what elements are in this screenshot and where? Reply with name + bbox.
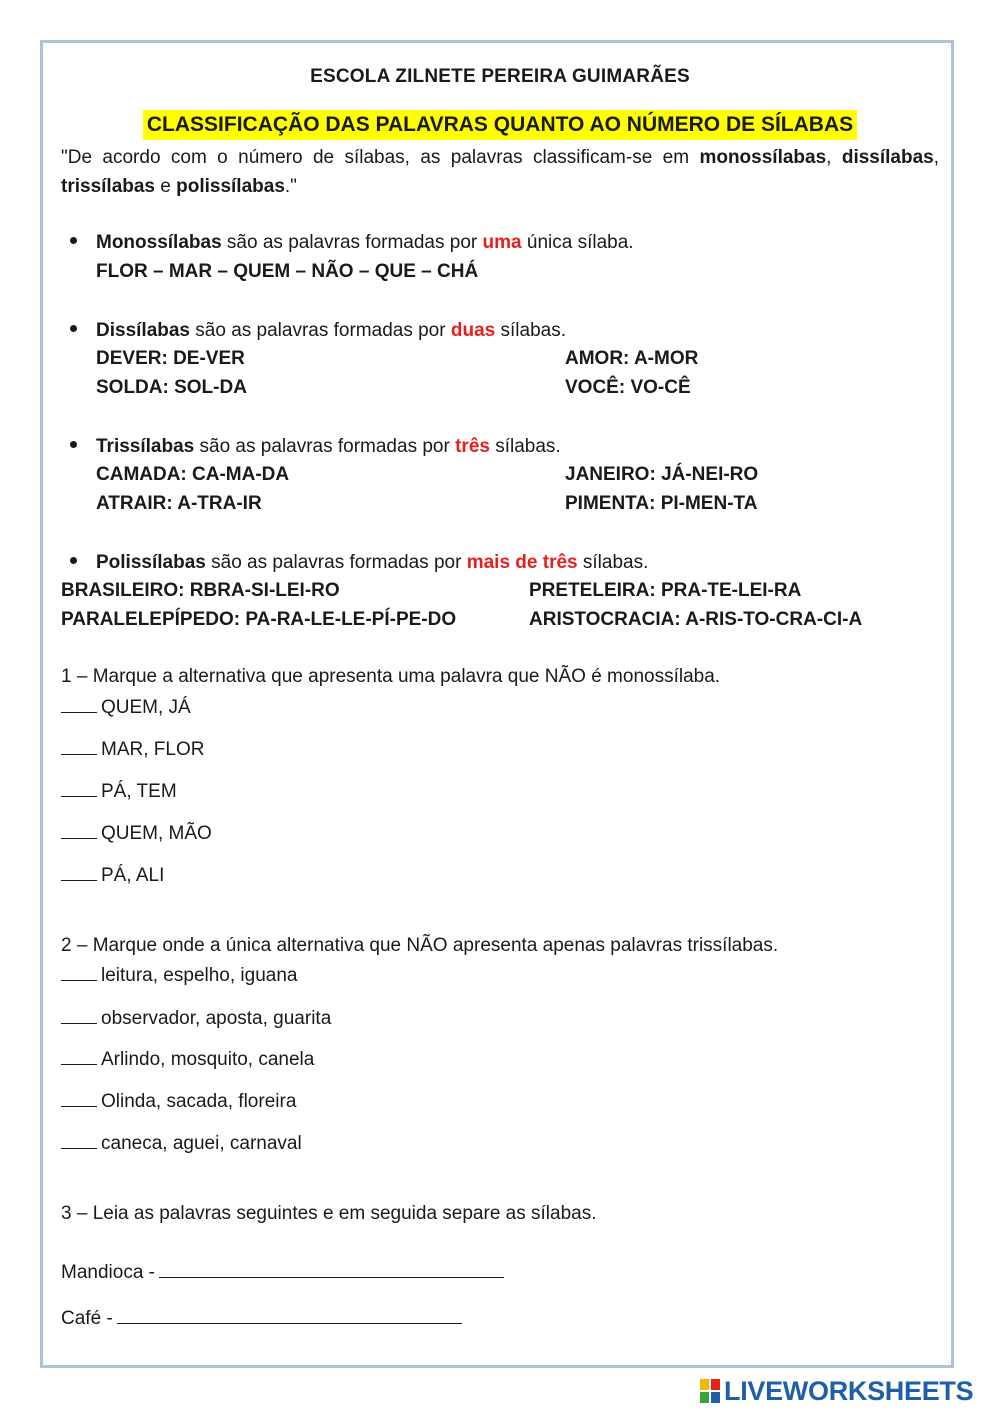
di-example-3: SOLDA: SOL-DA <box>96 377 247 398</box>
mono-pre: são as palavras formadas por <box>221 232 483 253</box>
poli-definition <box>70 549 648 577</box>
answer-blank[interactable] <box>61 734 97 755</box>
q1-option-5[interactable] <box>61 860 164 890</box>
q2-option-2[interactable] <box>61 1003 331 1033</box>
question-2-prompt: 2 – Marque onde a única alternativa que NÃO apresenta apenas palavras trissílabas. <box>61 935 779 956</box>
di-example-2: AMOR: A-MOR <box>565 348 699 369</box>
intro-term-tri: trissílabas <box>61 176 155 197</box>
intro-term-mono: monossílabas <box>699 147 827 168</box>
di-post: sílabas. <box>495 320 566 341</box>
intro-text-5: ." <box>284 176 297 197</box>
q3-answer-line-1[interactable] <box>159 1257 504 1278</box>
answer-blank[interactable] <box>61 1044 97 1065</box>
liveworksheets-logo[interactable] <box>700 1376 973 1406</box>
q1-option-2[interactable] <box>61 734 204 764</box>
intro-term-poli: polissílabas <box>176 176 285 197</box>
mono-count: uma <box>482 232 522 253</box>
q3-answer-line-2[interactable] <box>117 1303 462 1324</box>
answer-blank[interactable] <box>61 776 97 797</box>
answer-blank[interactable] <box>61 1003 97 1024</box>
bullet-icon <box>70 441 77 448</box>
intro-paragraph <box>61 143 939 201</box>
poli-count: mais de três <box>466 552 578 573</box>
intro-text-4: e <box>155 176 177 197</box>
q2-option-3[interactable] <box>61 1044 314 1074</box>
poli-post: sílabas. <box>577 552 649 573</box>
option-label: Arlindo, mosquito, canela <box>101 1049 315 1070</box>
question-3-prompt: 3 – Leia as palavras seguintes e em seguida separe as sílabas. <box>61 1203 597 1224</box>
q2-option-4[interactable] <box>61 1086 296 1116</box>
tri-example-1: CAMADA: CA-MA-DA <box>96 464 290 485</box>
tri-count: três <box>455 436 490 457</box>
logo-text: LIVEWORKSHEETS <box>724 1375 974 1406</box>
tri-example-2: JANEIRO: JÁ-NEI-RO <box>565 464 759 485</box>
bullet-icon <box>70 325 77 332</box>
q1-option-4[interactable] <box>61 818 212 848</box>
option-label: observador, aposta, guarita <box>101 1008 332 1029</box>
answer-blank[interactable] <box>61 960 97 981</box>
tri-pre: são as palavras formadas por <box>194 436 456 457</box>
q2-option-1[interactable] <box>61 960 297 990</box>
option-label: Olinda, sacada, floreira <box>101 1091 297 1112</box>
intro-text-2: , <box>826 147 842 168</box>
di-pre: são as palavras formadas por <box>190 320 451 341</box>
answer-blank[interactable] <box>61 860 97 881</box>
tri-post: sílabas. <box>489 436 561 457</box>
mono-post: única sílaba. <box>521 232 634 253</box>
intro-term-di: dissílabas <box>841 147 934 168</box>
q1-option-1[interactable] <box>61 692 191 722</box>
bullet-icon <box>70 557 77 564</box>
di-example-4: VOCÊ: VO-CÊ <box>565 377 691 398</box>
poli-example-1: BRASILEIRO: RBRA-SI-LEI-RO <box>61 580 340 601</box>
mono-definition <box>70 229 634 257</box>
poli-example-3: PARALELEPÍPEDO: PA-RA-LE-LE-PÍ-PE-DO <box>61 609 457 630</box>
poli-pre: são as palavras formadas por <box>205 552 467 573</box>
q3-cafe-row <box>61 1303 462 1333</box>
subtitle-wrap <box>0 110 1000 140</box>
poli-example-2: PRETELEIRA: PRA-TE-LEI-RA <box>529 580 802 601</box>
option-label: PÁ, ALI <box>101 865 165 886</box>
option-label: caneca, aguei, carnaval <box>101 1133 302 1154</box>
di-example-1: DEVER: DE-VER <box>96 348 245 369</box>
q3-word-2: Café - <box>61 1308 113 1329</box>
q2-option-5[interactable] <box>61 1128 302 1158</box>
logo-icon <box>700 1378 722 1404</box>
mono-term: Monossílabas <box>96 232 222 253</box>
option-label: QUEM, MÃO <box>101 823 212 844</box>
answer-blank[interactable] <box>61 818 97 839</box>
option-label: QUEM, JÁ <box>101 697 191 718</box>
answer-blank[interactable] <box>61 1086 97 1107</box>
mono-examples: FLOR – MAR – QUEM – NÃO – QUE – CHÁ <box>96 261 479 282</box>
tri-example-3: ATRAIR: A-TRA-IR <box>96 493 262 514</box>
option-label: leitura, espelho, iguana <box>101 965 298 986</box>
answer-blank[interactable] <box>61 1128 97 1149</box>
tri-example-4: PIMENTA: PI-MEN-TA <box>565 493 758 514</box>
di-definition <box>70 317 566 345</box>
di-term: Dissílabas <box>96 320 190 341</box>
q3-mandioca-row <box>61 1257 504 1287</box>
option-label: PÁ, TEM <box>101 781 177 802</box>
question-1-prompt: 1 – Marque a alternativa que apresenta uma palavra que NÃO é monossílaba. <box>61 666 721 687</box>
tri-definition <box>70 433 561 461</box>
option-label: MAR, FLOR <box>101 739 205 760</box>
poli-term: Polissílabas <box>96 552 206 573</box>
intro-text-1: "De acordo com o número de sílabas, as palavras classificam-se em <box>61 147 700 168</box>
school-name: ESCOLA ZILNETE PEREIRA GUIMARÃES <box>310 66 690 87</box>
bullet-icon <box>70 237 77 244</box>
intro-text-3: , <box>933 147 940 168</box>
q1-option-3[interactable] <box>61 776 177 806</box>
answer-blank[interactable] <box>61 692 97 713</box>
tri-term: Trissílabas <box>96 436 195 457</box>
worksheet-title: CLASSIFICAÇÃO DAS PALAVRAS QUANTO AO NÚMERO DE SÍLABAS <box>143 110 857 140</box>
poli-example-4: ARISTOCRACIA: A-RIS-TO-CRA-CI-A <box>529 609 863 630</box>
di-count: duas <box>450 320 496 341</box>
q3-word-1: Mandioca - <box>61 1262 155 1283</box>
